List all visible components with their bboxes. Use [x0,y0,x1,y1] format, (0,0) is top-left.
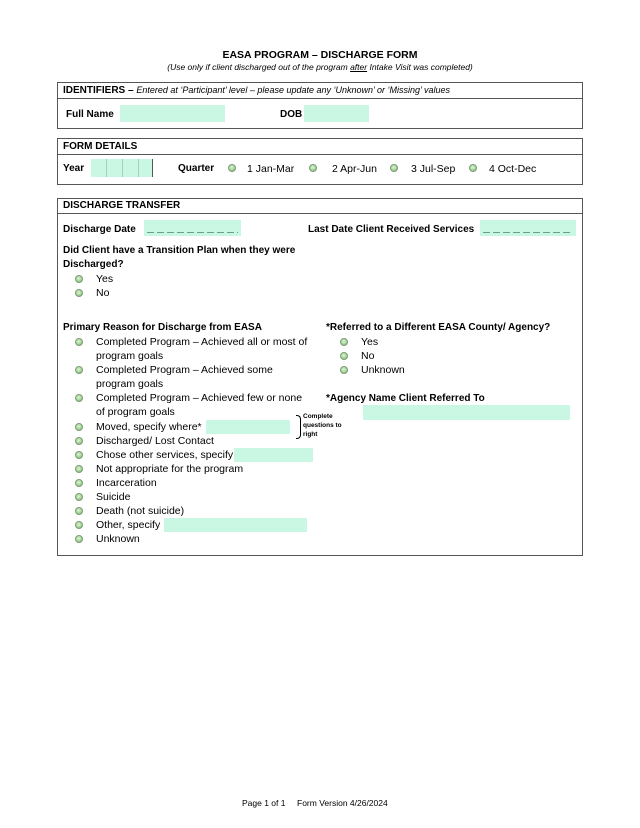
last-date-field[interactable] [480,220,576,236]
transition-question-line2: Discharged? [63,259,124,270]
bracket-note-line2: questions to [303,422,342,429]
referred-label: *Referred to a Different EASA County/ Agency? [326,322,551,333]
reason-completed-few-radio[interactable] [75,394,83,402]
bracket-note: Complete [303,413,333,420]
moved-where-field[interactable] [206,420,290,434]
referred-no-label: No [361,350,375,362]
reason-completed-some-radio[interactable] [75,366,83,374]
other-services-field[interactable] [234,448,313,462]
reason-lost-contact-label: Discharged/ Lost Contact [96,435,214,447]
referred-yes-label: Yes [361,336,379,348]
form-version: Form Version 4/26/2024 [297,798,388,808]
reason-other-radio[interactable] [75,521,83,529]
form-title: EASA PROGRAM – DISCHARGE FORM [222,49,418,61]
transition-yes-label: Yes [96,273,114,285]
reason-lost-contact-radio[interactable] [75,437,83,445]
bracket-icon [296,415,301,439]
reason-completed-most-label: Completed Program – Achieved all or most of [96,336,308,348]
subtitle-part: (Use only if client discharged out of the program [167,62,351,72]
page-number: Page 1 of 1 [242,798,286,808]
quarter-4-radio[interactable] [469,164,477,172]
reason-suicide-radio[interactable] [75,493,83,501]
agency-name-field[interactable] [363,405,570,420]
reason-other-services-radio[interactable] [75,451,83,459]
quarter-3-radio[interactable] [390,164,398,172]
discharge-transfer-heading: DISCHARGE TRANSFER [63,200,181,211]
reason-other-label: Other, specify [96,519,161,531]
quarter-3-label: 3 Jul-Sep [411,163,456,175]
other-specify-field[interactable] [164,518,307,532]
reason-unknown-radio[interactable] [75,535,83,543]
full-name-label: Full Name [66,109,114,120]
referred-yes-radio[interactable] [340,338,348,346]
reason-moved-label: Moved, specify where* [96,421,202,433]
discharge-date-field[interactable] [144,220,241,236]
quarter-1-radio[interactable] [228,164,236,172]
reason-not-appropriate-label: Not appropriate for the program [96,463,244,475]
form-details-header [58,139,582,155]
form-details-heading: FORM DETAILS [63,141,138,152]
dob-label: DOB [280,109,303,120]
identifiers-note: Entered at ‘Participant’ level – please update any ‘Unknown’ or ‘Missing’ values [136,85,451,95]
quarter-2-label: 2 Apr-Jun [332,163,377,175]
reason-death-radio[interactable] [75,507,83,515]
last-date-label: Last Date Client Received Services [308,224,475,235]
quarter-label: Quarter [178,163,215,174]
bracket-note-line3: right [303,431,318,438]
reason-death-label: Death (not suicide) [96,505,185,517]
reason-not-appropriate-radio[interactable] [75,465,83,473]
reason-incarceration-radio[interactable] [75,479,83,487]
reason-unknown-label: Unknown [96,533,140,545]
full-name-field[interactable] [120,105,225,122]
quarter-4-label: 4 Oct-Dec [489,163,537,175]
reason-incarceration-label: Incarceration [96,477,157,489]
reason-completed-most-radio[interactable] [75,338,83,346]
discharge-transfer-header [58,199,582,214]
identifiers-header [58,83,582,99]
form-details-section [57,138,583,185]
reason-completed-few-label-line2: of program goals [96,406,175,418]
referred-unknown-radio[interactable] [340,366,348,374]
agency-name-label: *Agency Name Client Referred To [326,393,485,404]
dob-field[interactable] [304,105,369,122]
year-label: Year [63,163,85,174]
form-subtitle [0,62,640,72]
reason-completed-few-label: Completed Program – Achieved few or none [96,392,303,404]
identifiers-heading: IDENTIFIERS – [63,85,134,96]
primary-reason-label: Primary Reason for Discharge from EASA [63,322,262,333]
quarter-1-label: 1 Jan-Mar [247,163,295,175]
transition-no-label: No [96,287,110,299]
reason-completed-some-label-line2: program goals [96,378,164,390]
transition-yes-radio[interactable] [75,275,83,283]
subtitle-underlined: after [350,62,368,72]
referred-unknown-label: Unknown [361,364,405,376]
reason-other-services-label: Chose other services, specify [96,449,234,461]
subtitle-part: Intake Visit was completed) [367,62,473,72]
referred-no-radio[interactable] [340,352,348,360]
transition-no-radio[interactable] [75,289,83,297]
year-field[interactable] [91,159,153,177]
discharge-transfer-section [57,198,583,556]
reason-suicide-label: Suicide [96,491,131,503]
discharge-date-label: Discharge Date [63,224,136,235]
reason-moved-radio[interactable] [75,423,83,431]
reason-completed-most-label-line2: program goals [96,350,164,362]
identifiers-section [57,82,583,129]
quarter-2-radio[interactable] [309,164,317,172]
reason-completed-some-label: Completed Program – Achieved some [96,364,273,376]
transition-question: Did Client have a Transition Plan when they were [63,245,296,256]
